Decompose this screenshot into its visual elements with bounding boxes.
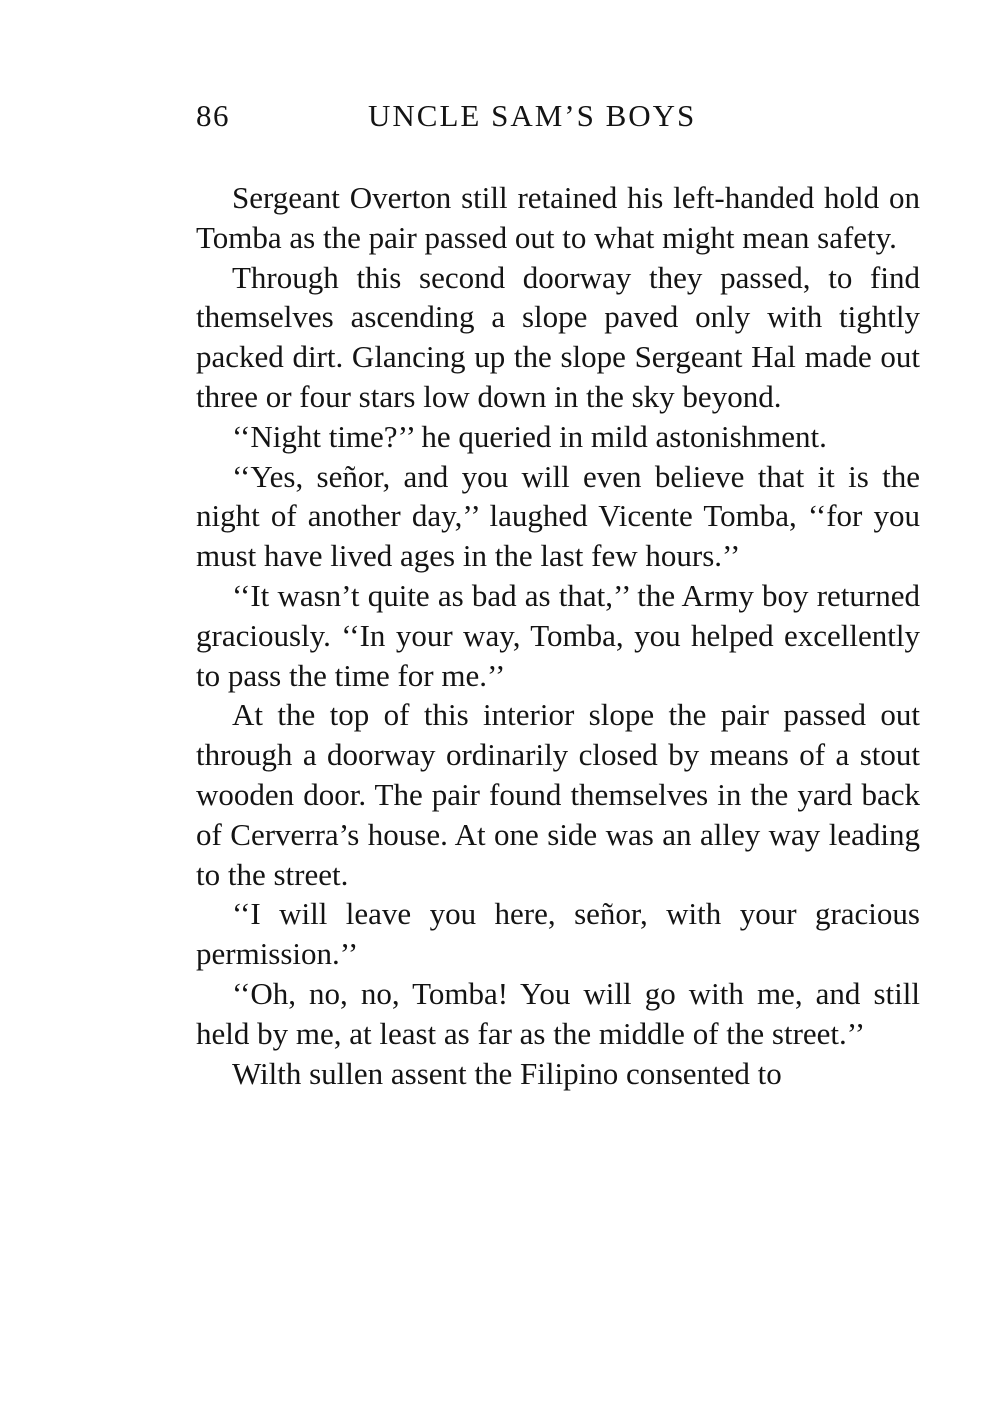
body-text	[196, 178, 920, 1093]
paragraph: Through this second doorway they passed, to find themselves ascending a slope paved only with tightly packed dirt. Glancing up the slope Sergeant Hal made out three or four stars low down in the sky beyond.	[196, 259, 920, 414]
running-title: UNCLE SAM’S BOYS	[368, 98, 697, 133]
paragraph: ‘‘Night time?’’ he queried in mild astonishment.	[232, 418, 827, 454]
paragraph: ‘‘Yes, señor, and you will even believe that it is the night of another day,’’ laughed Vicente Tomba, ‘‘for you must have lived ages in the last few hours.’’	[196, 458, 920, 574]
running-head	[196, 98, 920, 142]
paragraph: ‘‘It wasn’t quite as bad as that,’’ the Army boy returned graciously. ‘‘In your way, Tomba, you helped excellently to pass the time for me.’’	[196, 577, 920, 693]
paragraph: At the top of this interior slope the pair passed out through a doorway ordinarily closed by means of a stout wooden door. The pair found themselves in the yard back of Cerverra’s house. At one side was an alley way leading to the street.	[196, 697, 920, 892]
paragraph: Sergeant Overton still retained his left-handed hold on Tomba as the pair passed out to what might mean safety.	[196, 180, 920, 255]
paragraph: ‘‘Oh, no, no, Tomba! You will go with me, and still held by me, at least as far as the middle of the street.’’	[196, 975, 920, 1051]
page-number: 86	[196, 98, 230, 133]
paragraph: ‘‘I will leave you here, señor, with your gracious permission.’’	[196, 896, 920, 972]
paragraph: Wilth sullen assent the Filipino consented to	[232, 1055, 782, 1091]
